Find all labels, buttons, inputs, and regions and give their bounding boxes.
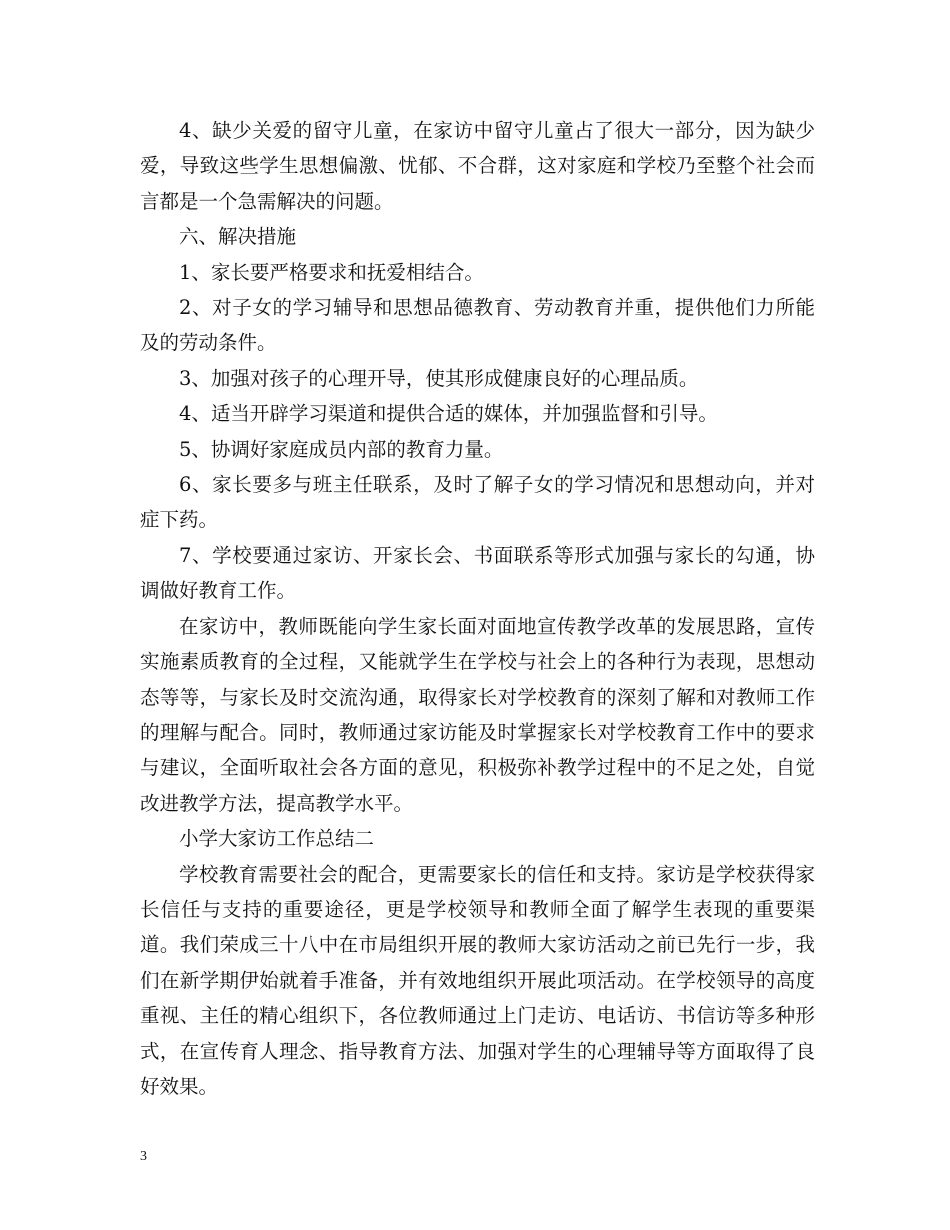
section-heading-solutions: 六、解决措施 [179, 225, 297, 249]
paragraph-measure-4: 4、适当开辟学习渠道和提供合适的媒体，并加强监督和引导。 [179, 402, 718, 426]
paragraph-measure-1: 1、家长要严格要求和抚爱相结合。 [179, 260, 484, 284]
paragraph-measure-5: 5、协调好家庭成员内部的教育力量。 [179, 437, 504, 461]
page-number: 3 [140, 1149, 147, 1164]
paragraph-school-education: 学校教育需要社会的配合，更需要家长的信任和支持。家访是学校获得家长信任与支持的重要途径，更是学校领导和教师全面了解学生表现的重要渠道。我们荣成三十八中在市局组织开展的教师大家访活动之前已先行一步，我们在新学期伊始就着手准备，并有效地组织开展此项活动。在学校领导的高度重视、主任的精心组织下，各位教师通过上门走访、电话访、书信访等多种形式，在宣传育人理念、指导教育方法、加强对学生的心理辅导等方面取得了良好效果。 [140, 862, 815, 1098]
paragraph-measure-3: 3、加强对孩子的心理开导，使其形成健康良好的心理品质。 [179, 366, 699, 390]
document-body [140, 113, 815, 1104]
paragraph-home-visit-benefits: 在家访中，教师既能向学生家长面对面地宣传教学改革的发展思路，宣传实施素质教育的全过程，又能就学生在学校与社会上的各种行为表现，思想动态等等，与家长及时交流沟通，取得家长对学校教育的深刻了解和对教师工作的理解与配合。同时，教师通过家访能及时掌握家长对学校教育工作中的要求与建议，全面听取社会各方面的意见，积极弥补教学过程中的不足之处，自觉改进教学方法，提高教学水平。 [140, 614, 815, 815]
paragraph-measure-2: 2、对子女的学习辅导和思想品德教育、劳动教育并重，提供他们力所能及的劳动条件。 [140, 296, 815, 355]
paragraph-measure-7: 7、学校要通过家访、开家长会、书面联系等形式加强与家长的勾通，协调做好教育工作。 [140, 543, 815, 603]
paragraph-measure-6: 6、家长要多与班主任联系，及时了解子女的学习情况和思想动向，并对症下药。 [140, 473, 815, 532]
section-heading-summary-two: 小学大家访工作总结二 [179, 827, 375, 851]
paragraph-left-behind-children: 4、缺少关爱的留守儿童，在家访中留守儿童占了很大一部分，因为缺少爱，导致这些学生思想偏激、忧郁、不合群，这对家庭和学校乃至整个社会而言都是一个急需解决的问题。 [140, 119, 815, 213]
